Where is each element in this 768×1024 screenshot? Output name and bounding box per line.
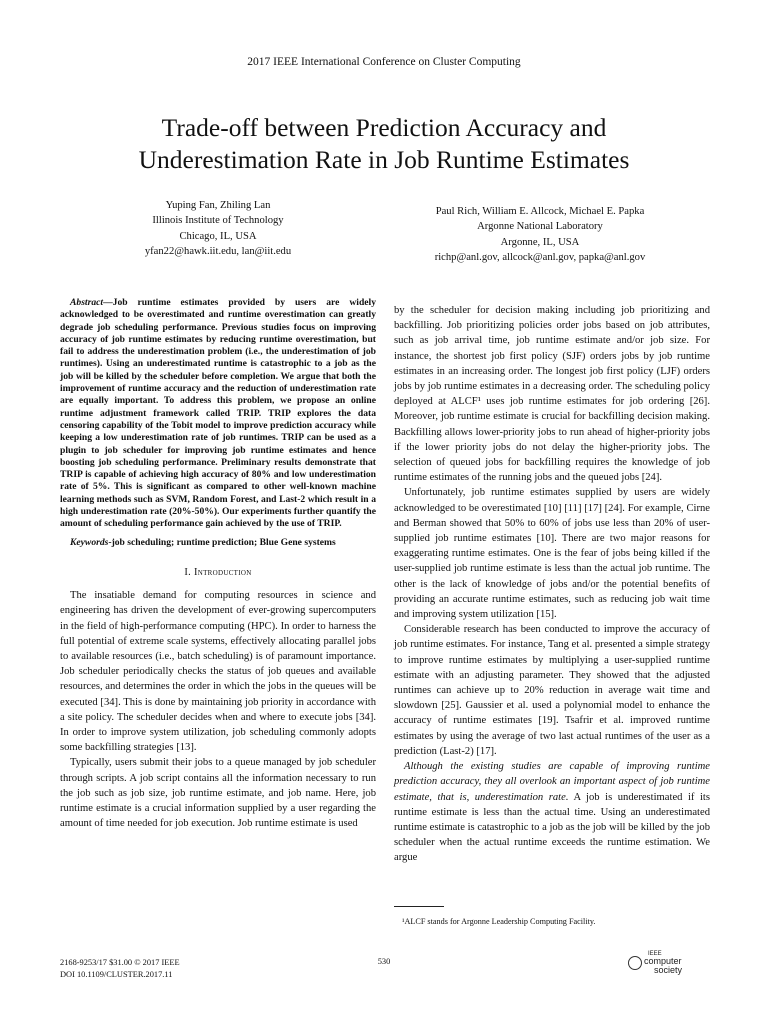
left-column: [60, 297, 376, 831]
abstract-text: —Job runtime estimates provided by users are widely acknowledged to be overestimated and runtime overestimation can greatly degrade job scheduling performance. Previous studies focus on improving accuracy of job runtime estimates by reducing runtime overestimation, but fail to address the underestimation problem (i.e., the underestimation of job runtimes). Using an underestimated runtime is catastrophic to a job as the job will be killed by the scheduler before completion. We argue that both the improvement of runtime accuracy and the reduction of underestimation rate are equally important. To address this problem, we propose an online runtime adjustment framework called TRIP. TRIP explores the data censoring capability of the Tobit model to improve prediction accuracy while keeping a low underestimation rate of job runtimes. TRIP can be used as a plugin to job scheduler for improving job runtime estimates and hence boosting job scheduling performance. Preliminary results demonstrate that TRIP is capable of achieving high accuracy of 80% and low underestimation rate of 5%. This is significant as compared to other well-known machine learning methods such as SVM, Random Forest, and Last-2 which result in a high underestimation rate (20%-50%). Our experiments further quantify the amount of scheduling performance gain achieved by the use of TRIP.: [60, 297, 376, 530]
page-number: 530: [377, 957, 391, 966]
title-line-2: Underestimation Rate in Job Runtime Estimates: [138, 145, 630, 174]
right-column: [394, 303, 710, 866]
author-location: Chicago, IL, USA: [179, 230, 257, 242]
section-heading-introduction: [60, 565, 376, 580]
author-affiliation: Illinois Institute of Technology: [152, 215, 284, 227]
section-title: Introduction: [193, 566, 252, 578]
right-paragraph-3: Considerable research has been conducted to improve the accuracy of job runtime estimates. For instance, Tang et al. presented a simple strategy to improve runtime estimates by multiplying a user-supplied runtime estimate with an adjusting parameter. They showed that the adjusted runtimes can achieve up to 20% reduction in average wait time and slowdown [25]. Gaussier et al. used a polynomial model to enhance the accuracy of runtime estimates [19]. Tsafrir et al. improved runtime estimates by using the average of two last actual runtimes of the user as a prediction (Last-2) [17].: [394, 624, 710, 757]
section-number: I.: [184, 566, 192, 578]
logo-line-1: computer: [644, 956, 682, 966]
footer-issn: 2168-9253/17 $31.00 © 2017 IEEE: [60, 958, 180, 967]
keywords-label: Keywords: [70, 536, 109, 548]
footnote-divider: [394, 906, 444, 907]
author-emails: yfan22@hawk.iit.edu, lan@iit.edu: [144, 245, 292, 257]
author-location: Argonne, IL, USA: [500, 236, 580, 248]
paragraph-continuation: A job is underestimated if its runtime estimate is less than the actual time. Using an underestimated runtime estimate is catastrophic to a job as the job will be killed by the job scheduler when the actual runtime exceeds the runtime estimation. We argue: [394, 791, 710, 864]
logo-text: [644, 957, 682, 974]
footer-doi: DOI 10.1109/CLUSTER.2017.11: [60, 970, 173, 979]
ieee-computer-society-logo: [628, 951, 710, 977]
keywords: [60, 537, 376, 549]
author-block-right: [390, 204, 690, 265]
intro-paragraph-2: Typically, users submit their jobs to a queue managed by job scheduler through scripts. A job script contains all the information necessary to run the job such as job size, job runtime estimate, and job name. Here, job runtime estimate is a crucial information supplied by a user regarding the amount of time needed for job execution. Job runtime estimate is used: [60, 757, 376, 830]
keywords-text: -job scheduling; runtime prediction; Blue Gene systems: [108, 536, 336, 548]
title-line-1: Trade-off between Prediction Accuracy and: [161, 113, 607, 142]
right-paragraph-1: by the scheduler for decision making including job prioritizing and backfilling. Job prioritizing policies order jobs based on job attributes, such as job arrival time, job runtime estimate and/or job size. For instance, the shortest job first policy (SJF) orders jobs by job runtime estimates in an increasing order. The longest job first policy (LJF) orders jobs by job runtime estimates in a decreasing order. The scheduling policy deployed at ALCF¹ uses job runtime estimates for job ordering [26]. Moreover, job runtime estimate is crucial for backfilling decision making. Backfilling allows lower-priority jobs to run ahead of higher-priority jobs if the lower priority jobs do not delay the higher-priority jobs. The selection of queued jobs for backfilling requires the knowledge of job runtime estimates of the running jobs and the queued jobs [24].: [394, 305, 710, 484]
author-affiliation: Argonne National Laboratory: [477, 221, 603, 233]
right-paragraph-4: [394, 759, 710, 865]
right-paragraph-2: Unfortunately, job runtime estimates supplied by users are widely acknowledged to be overestimated [10] [11] [17] [24]. For example, Cirne and Berman showed that 50% to 60% of jobs use less than 20% of user-supplied job runtime estimates [10]. There are two major reasons for exaggerating runtime estimates. One is the fear of jobs being killed if the user-supplied job runtime estimate is less than the actual job runtime. The other is the lack of knowledge of jobs and/or the potential benefits of providing an accurate runtime estimates, such as reducing job wait time and improving system utilization [15].: [394, 487, 710, 621]
abstract: [60, 297, 376, 531]
logo-ieee-text: IEEE: [648, 951, 662, 957]
paper-title: [60, 112, 708, 176]
abstract-label: Abstract: [70, 297, 104, 308]
author-emails: richp@anl.gov, allcock@anl.gov, papka@anl.gov: [434, 251, 646, 263]
logo-line-2: society: [654, 964, 683, 975]
globe-icon: [628, 956, 642, 970]
author-names: Yuping Fan, Zhiling Lan: [165, 200, 271, 211]
intro-paragraph-1: The insatiable demand for computing resources in science and engineering has driven the development of ever-growing supercomputers in the field of high-performance computing (HPC). In order to harness the full potential of extreme scale systems, effectively allocating parallel jobs to available resources (i.e., batch scheduling) is of paramount importance. Job scheduler periodically checks the status of job queues and available resources, and determines the order in which the jobs in the queues will be executed [34]. This is done by maintaining job priority in accordance with a site policy. The scheduler decides when and where to execute jobs [34]. In order to improve system utilization, job scheduling commonly adopts some backfilling strategies [13].: [60, 590, 376, 754]
footnote: ¹ALCF stands for Argonne Leadership Computing Facility.: [402, 917, 596, 926]
author-names: Paul Rich, William E. Allcock, Michael E. Papka: [435, 206, 645, 217]
author-block-left: [98, 198, 338, 259]
emphasized-claim: Although the existing studies are capable of improving runtime prediction accuracy, they all overlook an important aspect of job runtime estimate, that is, underestimation rate.: [394, 761, 710, 803]
conference-header: 2017 IEEE International Conference on Cluster Computing: [247, 56, 521, 68]
